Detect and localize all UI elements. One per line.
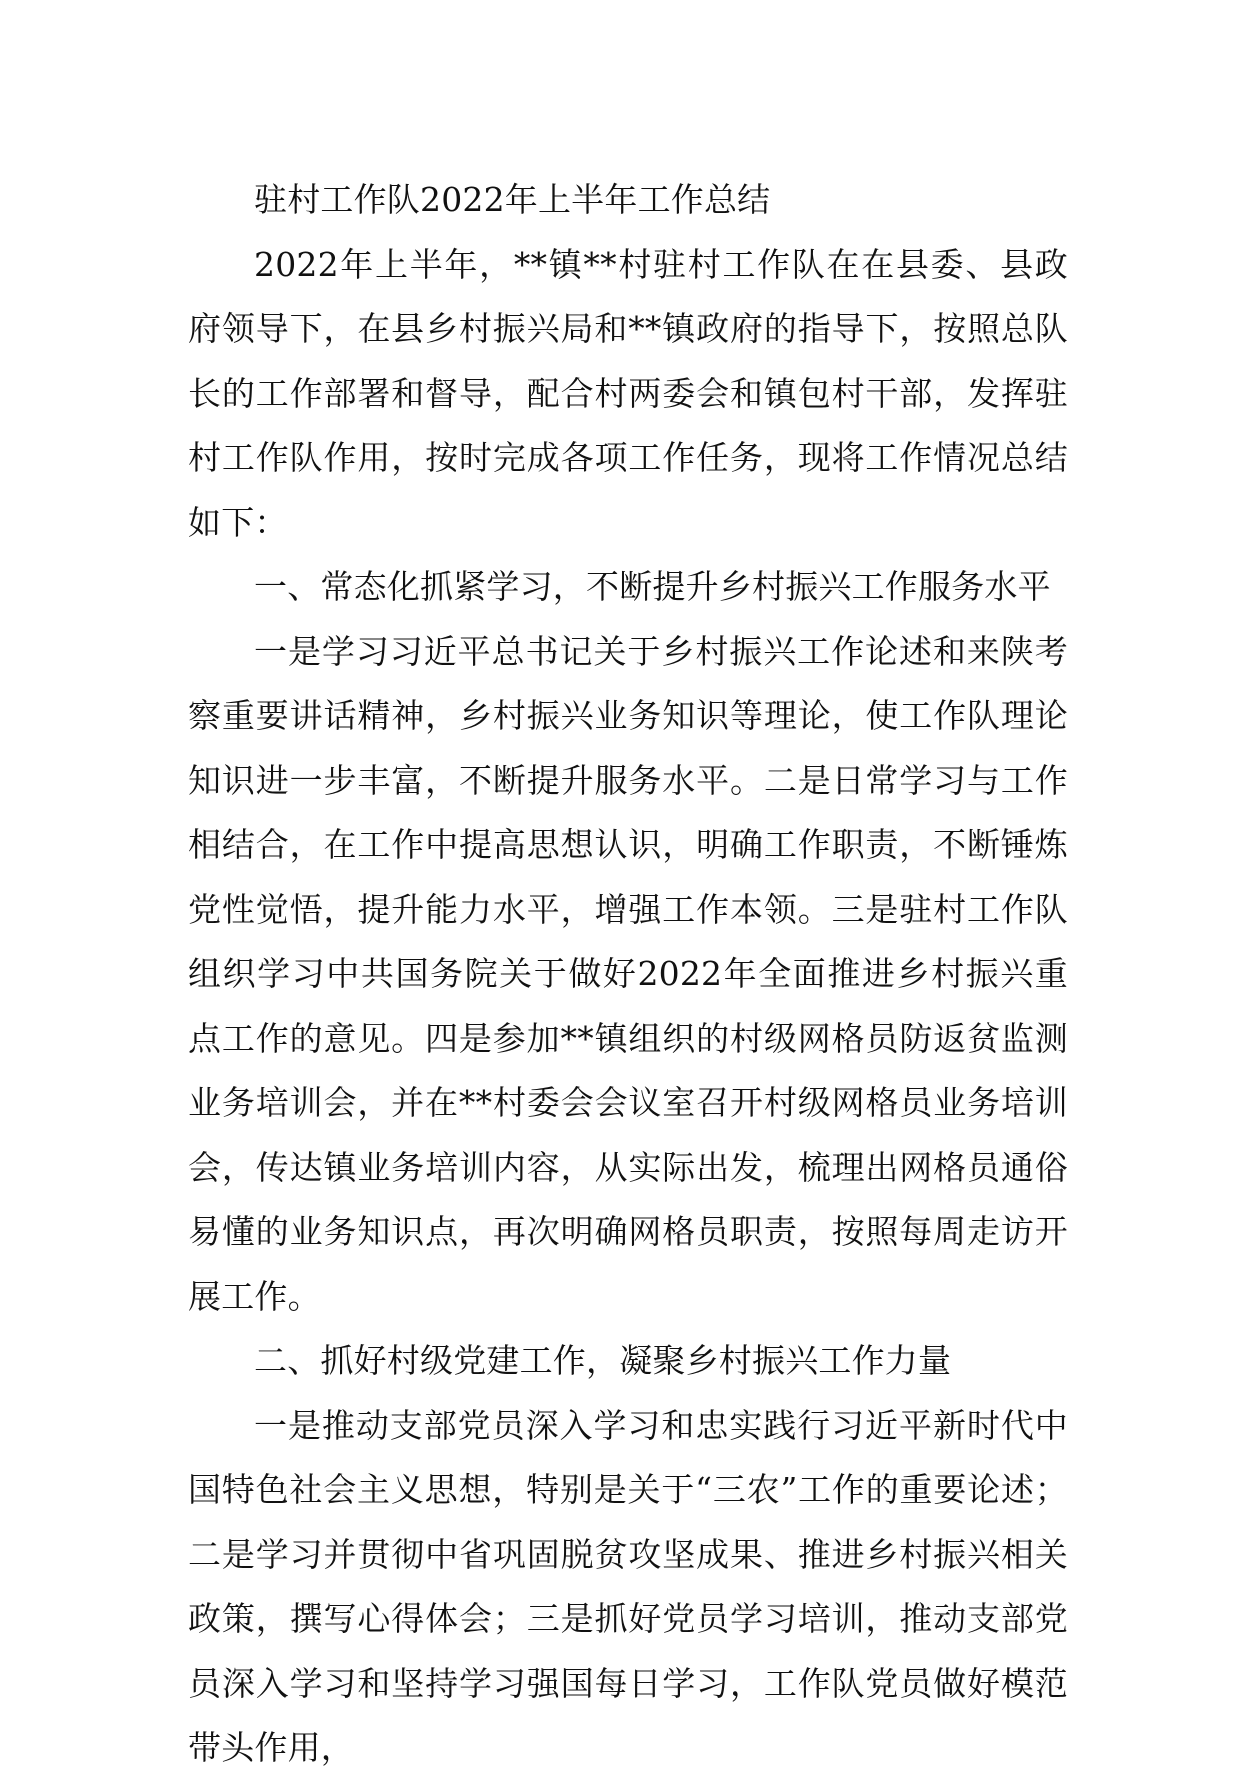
intro-paragraph: 2022年上半年，**镇**村驻村工作队在在县委、县政府领导下，在县乡村振兴局和**镇政府的指导下，按照总队长的工作部署和督导，配合村两委会和镇包村干部，发挥驻村工作队作用，按时完成各项工作任务，现将工作情况总结如下： <box>188 244 1068 542</box>
section-1-heading: 一、常态化抓紧学习，不断提升乡村振兴工作服务水平 <box>254 567 1051 606</box>
section-1-paragraph: 一是学习习近平总书记关于乡村振兴工作论述和来陕考察重要讲话精神，乡村振兴业务知识等理论，使工作队理论知识进一步丰富，不断提升服务水平。二是日常学习与工作相结合，在工作中提高思想认识，明确工作职责，不断锤炼党性觉悟，提升能力水平，增强工作本领。三是驻村工作队组织学习中共国务院关于做好2022年全面推进乡村振兴重点工作的意见。四是参加**镇组织的村级网格员防返贫监测业务培训会，并在**村委会会议室召开村级网格员业务培训会，传达镇业务培训内容，从实际出发，梳理出网格员通俗易懂的业务知识点，再次明确网格员职责，按照每周走访开展工作。 <box>188 631 1068 1316</box>
section-2-paragraph: 一是推动支部党员深入学习和忠实践行习近平新时代中国特色社会主义思想，特别是关于“三农”工作的重要论述；二是学习并贯彻中省巩固脱贫攻坚成果、推进乡村振兴相关政策，撰写心得体会；三是抓好党员学习培训，推动支部党员深入学习和坚持学习强国每日学习，工作队党员做好模范带头作用， <box>188 1405 1068 1767</box>
document-body <box>188 168 1068 1781</box>
document-title: 驻村工作队2022年上半年工作总结 <box>254 180 771 219</box>
section-2-heading: 二、抓好村级党建工作，凝聚乡村振兴工作力量 <box>254 1341 952 1380</box>
